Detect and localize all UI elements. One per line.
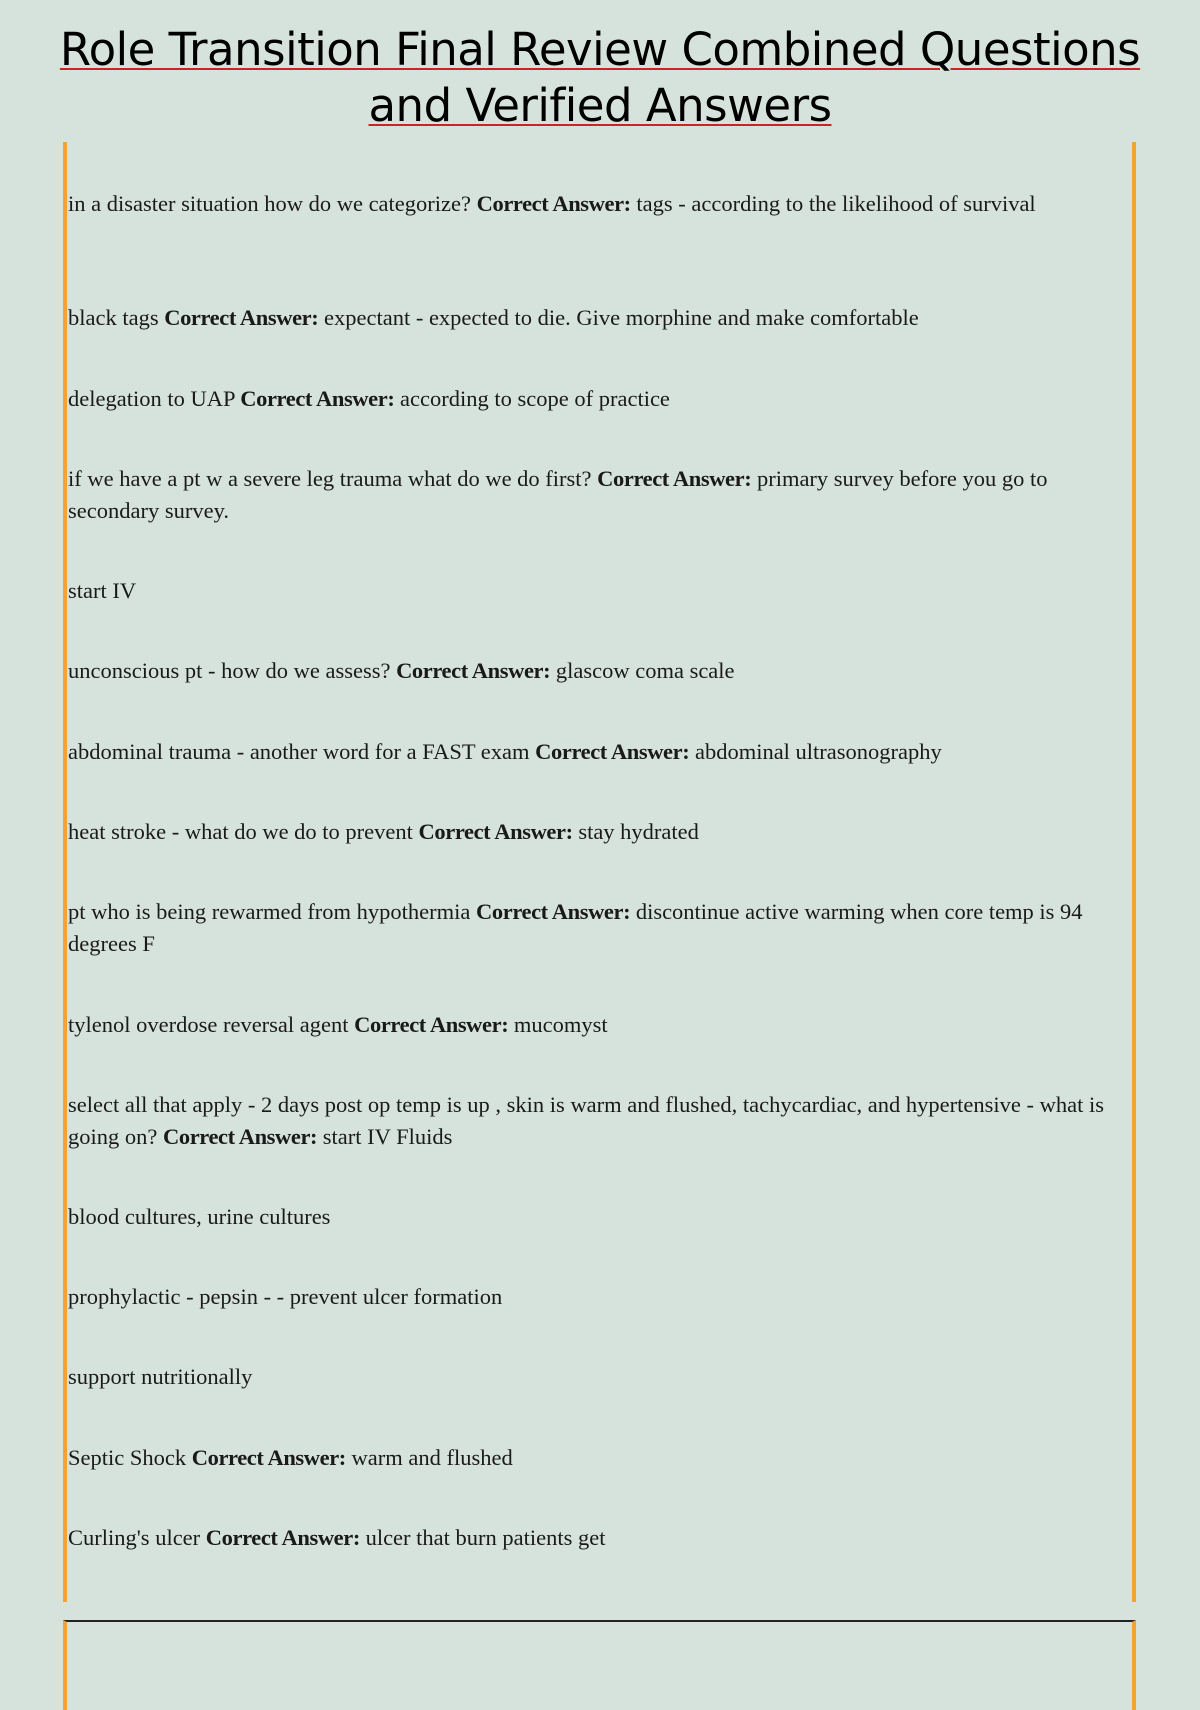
correct-answer-label: Correct Answer: (354, 1012, 509, 1037)
question-text: select all that apply - 2 days post op temp is up , skin is warm and flushed, tachycardiac, and hypertensive - what is going on? (68, 1092, 1104, 1149)
entry-text: support nutritionally (68, 1364, 253, 1389)
qa-entry (68, 1009, 1128, 1041)
next-page-frame (63, 1620, 1136, 1710)
answer-text: abdominal ultrasonography (689, 739, 942, 764)
answer-text: expectant - expected to die. Give morphine and make comfortable (318, 305, 919, 330)
correct-answer-label: Correct Answer: (597, 466, 752, 491)
title-line-2: and Verified Answers (368, 79, 832, 132)
qa-entry (68, 383, 1128, 415)
qa-entry (68, 1442, 1128, 1474)
correct-answer-label: Correct Answer: (418, 819, 573, 844)
question-text: tylenol overdose reversal agent (68, 1012, 349, 1037)
qa-entry (68, 736, 1128, 768)
answer-text: start IV Fluids (317, 1124, 453, 1149)
question-text: abdominal trauma - another word for a FAST exam (68, 739, 530, 764)
question-text: in a disaster situation how do we categorize? (68, 191, 471, 216)
correct-answer-label: Correct Answer: (476, 899, 631, 924)
question-text: heat stroke - what do we do to prevent (68, 819, 413, 844)
answer-text: stay hydrated (572, 819, 699, 844)
correct-answer-label: Correct Answer: (163, 1124, 318, 1149)
answer-text: according to scope of practice (394, 386, 670, 411)
answer-text: mucomyst (508, 1012, 608, 1037)
qa-entry (68, 655, 1128, 687)
question-text: if we have a pt w a severe leg trauma what do we do first? (68, 466, 592, 491)
correct-answer-label: Correct Answer: (396, 658, 551, 683)
answer-text: ulcer that burn patients get (359, 1525, 606, 1550)
qa-entry (68, 896, 1128, 960)
text-entry (68, 575, 1128, 607)
qa-entry (68, 463, 1128, 527)
entry-text: start IV (68, 578, 137, 603)
question-text: black tags (68, 305, 159, 330)
answer-text: discontinue active warming when core temp is 94 degrees F (68, 899, 1083, 956)
correct-answer-label: Correct Answer: (205, 1525, 360, 1550)
answer-text: warm and flushed (345, 1445, 513, 1470)
document-title (40, 22, 1160, 134)
title-line-1: Role Transition Final Review Combined Questions (59, 23, 1141, 76)
text-entry (68, 1201, 1128, 1233)
answer-text: tags - according to the likelihood of survival (630, 191, 1036, 216)
entry-text: prophylactic - pepsin - - prevent ulcer formation (68, 1284, 503, 1309)
qa-entry (68, 302, 1128, 334)
qa-entry (68, 1522, 1128, 1554)
correct-answer-label: Correct Answer: (535, 739, 690, 764)
correct-answer-label: Correct Answer: (240, 386, 395, 411)
question-text: pt who is being rewarmed from hypothermia (68, 899, 471, 924)
answer-text: glascow coma scale (550, 658, 735, 683)
question-text: unconscious pt - how do we assess? (68, 658, 391, 683)
qa-entry (68, 1089, 1128, 1153)
correct-answer-label: Correct Answer: (164, 305, 319, 330)
text-entry (68, 1361, 1128, 1393)
correct-answer-label: Correct Answer: (191, 1445, 346, 1470)
question-text: delegation to UAP (68, 386, 235, 411)
question-text: Curling's ulcer (68, 1525, 201, 1550)
answer-text: primary survey before you go to secondary survey. (68, 466, 1048, 523)
qa-entry (68, 188, 1128, 220)
question-text: Septic Shock (68, 1445, 187, 1470)
text-entry (68, 1281, 1128, 1313)
correct-answer-label: Correct Answer: (476, 191, 631, 216)
qa-entry (68, 816, 1128, 848)
entry-text: blood cultures, urine cultures (68, 1204, 331, 1229)
